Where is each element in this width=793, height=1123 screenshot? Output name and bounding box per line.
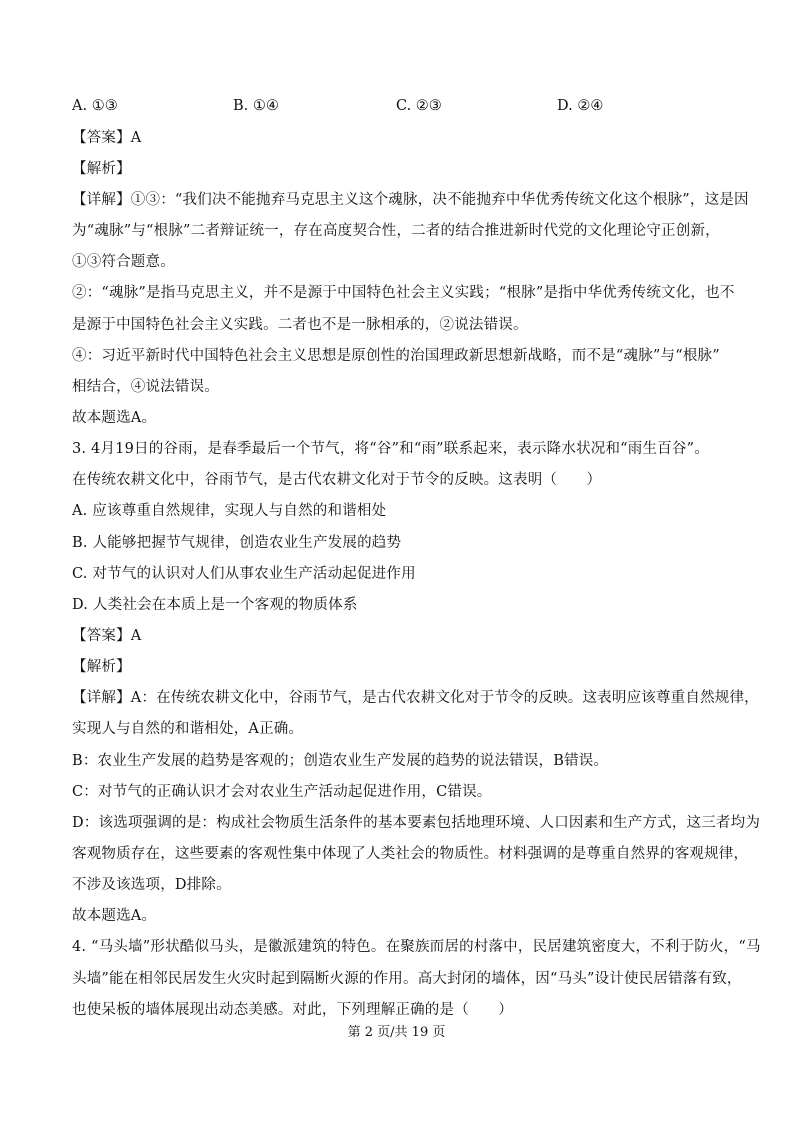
explanation-line: 为“魂脉”与“根脉”二者辩证统一，存在高度契合性，二者的结合推进新时代党的文化理论守正创新， [72, 223, 720, 239]
explanation-line: C：对节气的正确认识才会对农业生产活动起促进作用，C错误。 [72, 784, 492, 800]
explanation-line: 相结合，④说法错误。 [72, 379, 219, 395]
explanation-line: B：农业生产发展的趋势是客观的；创造农业生产发展的趋势的说法错误，B错误。 [72, 753, 609, 769]
answer-label: 【答案】A [72, 628, 142, 644]
option-a: A. ①③ [72, 98, 118, 114]
option-c: C. ②③ [396, 98, 442, 114]
answer-label: 【答案】A [72, 130, 142, 146]
explanation-line: 【详解】A：在传统农耕文化中，谷雨节气，是古代农耕文化对于节令的反映。这表明应该尊重自然规律， [72, 690, 759, 706]
conclusion-line: 故本题选A。 [72, 410, 157, 426]
page-number-footer: 第 2 页/共 19 页 [347, 1025, 446, 1040]
explanation-line: 不涉及该选项，D排除。 [72, 877, 231, 893]
option-d: D. ②④ [557, 98, 604, 114]
explanation-line: 实现人与自然的和谐相处，A正确。 [72, 721, 304, 737]
question-4-stem: 也使呆板的墙体展现出动态美感。对此，下列理解正确的是（ ） [72, 1002, 513, 1018]
explanation-line: D：该选项强调的是：构成社会物质生活条件的基本要素包括地理环境、人口因素和生产方式，这三者均为 [72, 815, 761, 831]
question-4-stem: 头墙”能在相邻民居发生火灾时起到隔断火源的作用。高大封闭的墙体，因“马头”设计使民居错落有致， [72, 971, 742, 987]
question-3-stem: 3. 4月19日的谷雨，是春季最后一个节气，将“谷”和“雨”联系起来，表示降水状况和“雨生百谷”。 [72, 441, 709, 457]
conclusion-line: 故本题选A。 [72, 908, 157, 924]
analysis-label: 【解析】 [72, 659, 131, 675]
question-3-option-a: A. 应该尊重自然规律，实现人与自然的和谐相处 [72, 503, 387, 519]
question-3-option-b: B. 人能够把握节气规律，创造农业生产发展的趋势 [72, 535, 402, 551]
analysis-label: 【解析】 [72, 161, 131, 177]
explanation-line: 【详解】①③：“我们决不能抛弃马克思主义这个魂脉，决不能抛弃中华优秀传统文化这个根脉”，这是因 [72, 192, 749, 208]
question-4-stem: 4. “马头墙”形状酷似马头，是徽派建筑的特色。在聚族而居的村落中，民居建筑密度大，不利于防火，“马 [72, 939, 761, 955]
explanation-line: ①③符合题意。 [72, 254, 175, 270]
question-3-stem: 在传统农耕文化中，谷雨节气，是古代农耕文化对于节令的反映。这表明（ ） [72, 472, 602, 488]
option-b: B. ①④ [233, 98, 279, 114]
question-3-option-d: D. 人类社会在本质上是一个客观的物质体系 [72, 597, 358, 613]
explanation-line: 客观物质存在，这些要素的客观性集中体现了人类社会的物质性。材料强调的是尊重自然界的客观规律， [72, 846, 749, 862]
question-3-option-c: C. 对节气的认识对人们从事农业生产活动起促进作用 [72, 566, 416, 582]
explanation-line: 是源于中国特色社会主义实践。二者也不是一脉相承的，②说法错误。 [72, 317, 528, 333]
explanation-line: ④：习近平新时代中国特色社会主义思想是原创性的治国理政新思想新战略，而不是“魂脉”与“根脉” [72, 348, 720, 364]
explanation-line: ②：“魂脉”是指马克思主义，并不是源于中国特色社会主义实践；“根脉”是指中华优秀传统文化，也不 [72, 285, 735, 301]
